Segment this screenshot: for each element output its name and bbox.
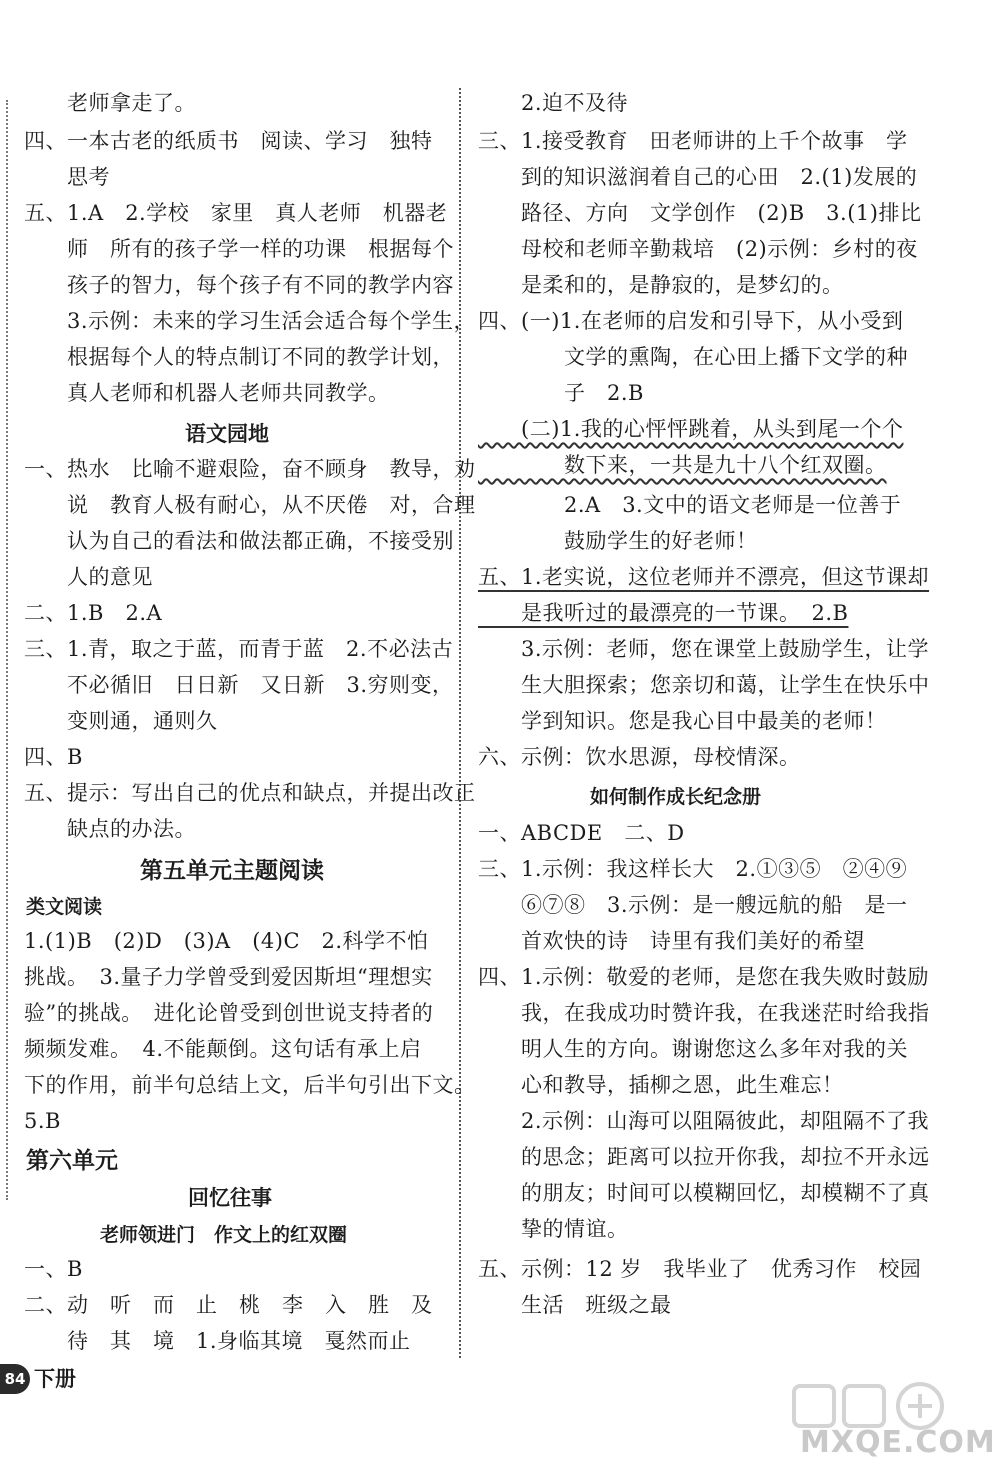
answer-line: 生大胆探索；您亲切和蔼，让学生在快乐中 [478,673,930,697]
section-heading-huiyi-wangshi: 回忆往事 [188,1186,272,1210]
answer-line: 三、1.示例：我这样长大 2.①③⑤ ②④⑨ [478,857,908,881]
answer-line-underlined: 五、1.老实说，这位老师并不漂亮，但这节课却 [478,565,930,589]
answer-line: 二、1.B 2.A [24,601,163,625]
answer-line: 文学的熏陶，在心田上播下文学的种 [478,345,908,369]
answer-line: 不必循旧 日日新 又日新 3.穷则变， [24,673,454,697]
answer-line: 明人生的方向。谢谢您这么多年对我的关 [478,1037,908,1061]
answer-line: 验”的挑战。 进化论曾受到创世说支持者的 [24,1001,434,1025]
answer-line: 变则通，通则久 [24,709,218,733]
answer-line: 三、1.青，取之于蓝，而青于蓝 2.不必法古 [24,637,454,661]
answer-line: 老师拿走了。 [24,91,196,115]
answer-line: 生活 班级之最 [478,1293,672,1317]
answer-line: 1.(1)B (2)D (3)A (4)C 2.科学不怕 [24,929,429,953]
answer-line: 思考 [24,165,110,189]
answer-line: 孩子的智力，每个孩子有不同的教学内容 [24,273,454,297]
watermark-text: MXQE.COM [800,1425,996,1460]
answer-line: 四、(一)1.在老师的启发和引导下，从小受到 [478,309,904,333]
answer-line: 我，在我成功时赞许我，在我迷茫时给我指 [478,1001,930,1025]
answer-line: 5.B [24,1109,61,1133]
answer-line: 挑战。 3.量子力学曾受到爱因斯坦“理想实 [24,965,433,989]
column-divider [459,88,461,1358]
answer-line: 缺点的办法。 [24,817,196,841]
answer-line: 2.迫不及待 [478,91,629,115]
answer-line: 挚的情谊。 [478,1217,629,1241]
answer-line: 待 其 境 1.身临其境 戛然而止 [24,1329,411,1353]
answer-line: 母校和老师辛勤栽培 (2)示例：乡村的夜 [478,237,918,261]
answer-line: 二、动 听 而 止 桃 李 入 胜 及 [24,1293,433,1317]
answer-line: 四、B [24,745,83,769]
answer-line: 3.示例：未来的学习生活会适合每个学生， [24,309,476,333]
answer-line: 四、1.示例：敬爱的老师，是您在我失败时鼓励 [478,965,930,989]
answer-line-wavy-underlined: 数下来，一共是九十八个红双圈。 [478,453,887,477]
answer-line: 3.示例：老师，您在课堂上鼓励学生，让学 [478,637,930,661]
answer-line: 的朋友；时间可以模糊回忆，却模糊不了真 [478,1181,930,1205]
section-heading-yuwen-yuandi: 语文园地 [185,422,269,446]
answer-line: 真人老师和机器人老师共同教学。 [24,381,390,405]
answer-line: 人的意见 [24,565,153,589]
answer-line: 根据每个人的特点制订不同的教学计划， [24,345,454,369]
answer-line: 子 2.B [478,381,644,405]
left-margin-dotted-rule [6,100,8,1200]
answer-line: ⑥⑦⑧ 3.示例：是一艘远航的船 是一 [478,893,908,917]
answer-line: 鼓励学生的好老师！ [478,529,758,553]
answer-line: 一、B [24,1257,83,1281]
subheading-lesson-titles: 老师领进门 作文上的红双圈 [100,1224,348,1246]
answer-line: 2.示例：山海可以阻隔彼此，却阻隔不了我 [478,1109,930,1133]
answer-line: 频频发难。 4.不能颠倒。这句话有承上启 [24,1037,422,1061]
answer-line-underlined: 是我听过的最漂亮的一节课。 2.B [478,601,849,625]
subheading-leiwen-yuedu: 类文阅读 [26,896,103,918]
answer-line: 一、热水 比喻不避艰险，奋不顾身 教导，劝 [24,457,476,481]
answer-line: 六、示例：饮水思源，母校情深。 [478,745,801,769]
answer-line-wavy-underlined: (二)1.我的心怦怦跳着，从头到尾一个个 [478,417,904,441]
answer-line: 四、一本古老的纸质书 阅读、学习 独特 [24,129,433,153]
answer-line: 的思念；距离可以拉开你我，却拉不开永远 [478,1145,930,1169]
answer-line: 路径、方向 文学创作 (2)B 3.(1)排比 [478,201,922,225]
volume-label: 下册 [34,1367,76,1391]
answer-line: 学到知识。您是我心目中最美的老师！ [478,709,887,733]
answer-line: 首欢快的诗 诗里有我们美好的希望 [478,929,865,953]
answer-line: 五、提示：写出自己的优点和缺点，并提出改正 [24,781,476,805]
answer-line: 下的作用，前半句总结上文，后半句引出下文。 [24,1073,476,1097]
answer-line: 说 教育人极有耐心，从不厌倦 对，合理 [24,493,476,517]
answer-line: 心和教导，插柳之恩，此生难忘！ [478,1073,844,1097]
section-heading-unit6: 第六单元 [26,1148,118,1174]
answer-line: 五、1.A 2.学校 家里 真人老师 机器老 [24,201,448,225]
answer-line: 五、示例：12 岁 我毕业了 优秀习作 校园 [478,1257,922,1281]
answer-line: 认为自己的看法和做法都正确，不接受别 [24,529,454,553]
answer-line: 到的知识滋润着自己的心田 2.(1)发展的 [478,165,918,189]
answer-line: 三、1.接受教育 田老师讲的上千个故事 学 [478,129,908,153]
answer-line: 一、ABCDE 二、D [478,821,685,845]
answer-line: 师 所有的孩子学一样的功课 根据每个 [24,237,454,261]
answer-line: 2.A 3.文中的语文老师是一位善于 [478,493,902,517]
section-heading-unit5-reading: 第五单元主题阅读 [140,858,324,884]
page-number-badge: 84 [0,1364,30,1394]
section-heading-growth-album: 如何制作成长纪念册 [590,786,762,808]
answer-line: 是柔和的，是静寂的，是梦幻的。 [478,273,844,297]
